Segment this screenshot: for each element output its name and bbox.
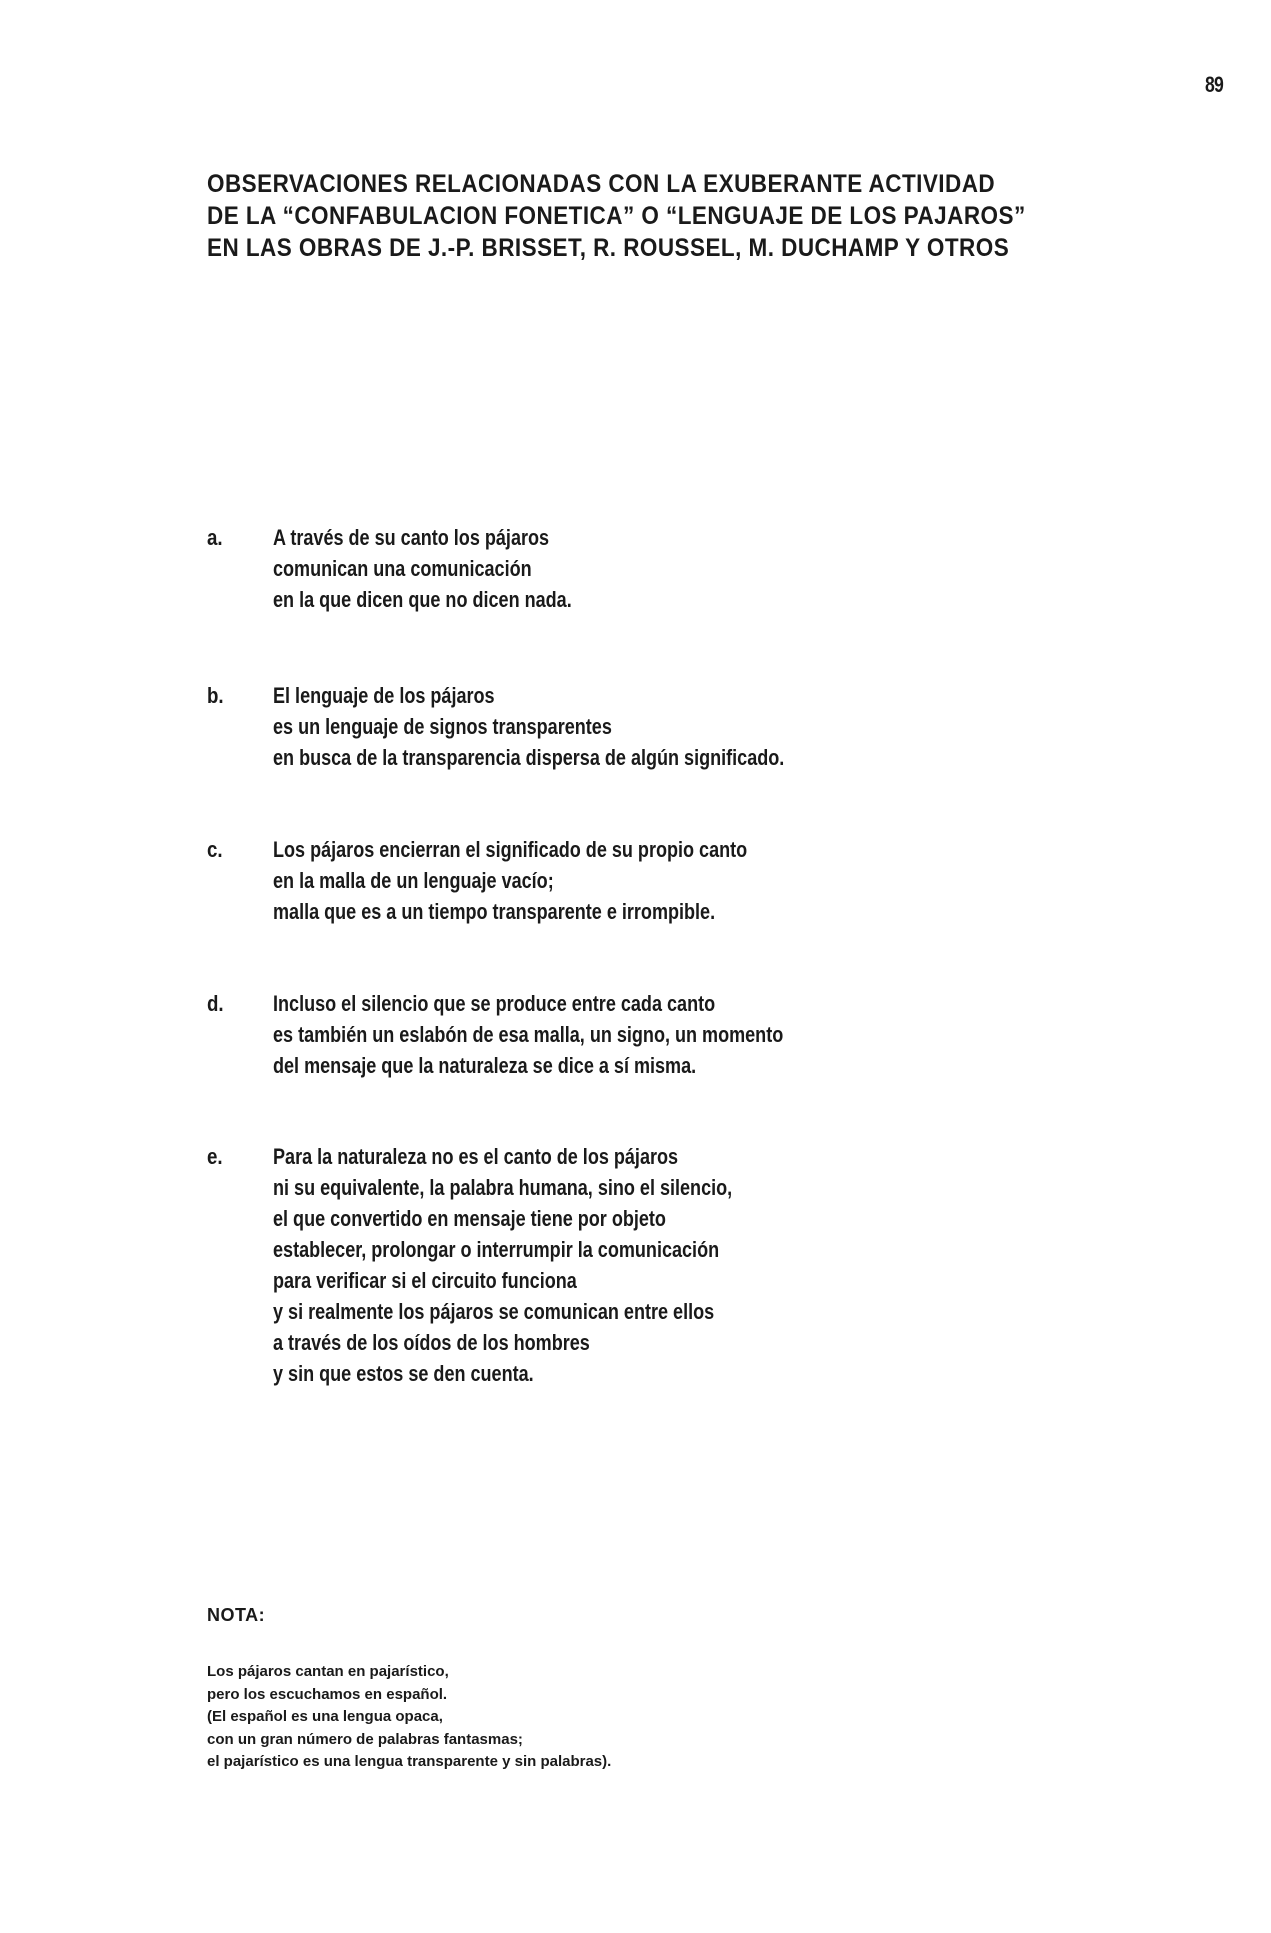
note-line: Los pájaros cantan en pajarístico, (207, 1663, 449, 1680)
verse-line: a través de los oídos de los hombres (273, 1330, 590, 1355)
title-line: DE LA “CONFABULACION FONETICA” O “LENGUAJE DE LOS PAJAROS” (207, 202, 1026, 230)
verse-line: ni su equivalente, la palabra humana, sino el silencio, (273, 1175, 733, 1200)
title-line: EN LAS OBRAS DE J.-P. BRISSET, R. ROUSSEL, M. DUCHAMP Y OTROS (207, 234, 1010, 262)
verse-line: el que convertido en mensaje tiene por objeto (273, 1206, 666, 1231)
verse-line: malla que es a un tiempo transparente e irrompible. (273, 899, 716, 924)
title-line: OBSERVACIONES RELACIONADAS CON LA EXUBERANTE ACTIVIDAD (207, 170, 996, 198)
note-label: NOTA: (207, 1605, 266, 1625)
item-text (273, 1141, 945, 1389)
item-letter: b. (207, 683, 224, 708)
item-text (273, 522, 945, 615)
verse-line: es también un eslabón de esa malla, un signo, un momento (273, 1022, 784, 1047)
verse-line: comunican una comunicación (273, 556, 532, 581)
item-letter: e. (207, 1144, 223, 1169)
verse-line: Los pájaros encierran el significado de su propio canto (273, 837, 748, 862)
verse-line: en la que dicen que no dicen nada. (273, 587, 572, 612)
note-body (207, 1661, 611, 1774)
item-text (273, 988, 945, 1081)
note-line: el pajarístico es una lengua transparente y sin palabras). (207, 1753, 612, 1770)
verse-line: para verificar si el circuito funciona (273, 1268, 577, 1293)
page-title (207, 168, 1107, 264)
verse-line: en busca de la transparencia dispersa de algún significado. (273, 745, 785, 770)
verse-line: y si realmente los pájaros se comunican entre ellos (273, 1299, 715, 1324)
verse-line: Incluso el silencio que se produce entre cada canto (273, 991, 716, 1016)
note-line: pero los escuchamos en español. (207, 1685, 448, 1703)
note-line: (El español es una lengua opaca, (207, 1708, 443, 1725)
item-letter: a. (207, 525, 223, 550)
verse-line: A través de su canto los pájaros (273, 525, 550, 550)
verse-line: establecer, prolongar o interrumpir la comunicación (273, 1237, 720, 1262)
verse-line: El lenguaje de los pájaros (273, 683, 495, 708)
verse-line: y sin que estos se den cuenta. (273, 1361, 534, 1386)
page-number: 89 (1205, 72, 1223, 97)
item-letter: c. (207, 837, 223, 862)
note-line: con un gran número de palabras fantasmas; (207, 1730, 523, 1748)
item-text (273, 834, 945, 927)
item-text (273, 680, 945, 773)
verse-line: es un lenguaje de signos transparentes (273, 714, 612, 739)
verse-line: del mensaje que la naturaleza se dice a sí misma. (273, 1053, 697, 1078)
item-letter: d. (207, 991, 224, 1016)
verse-line: en la malla de un lenguaje vacío; (273, 868, 554, 893)
verse-line: Para la naturaleza no es el canto de los pájaros (273, 1144, 679, 1169)
